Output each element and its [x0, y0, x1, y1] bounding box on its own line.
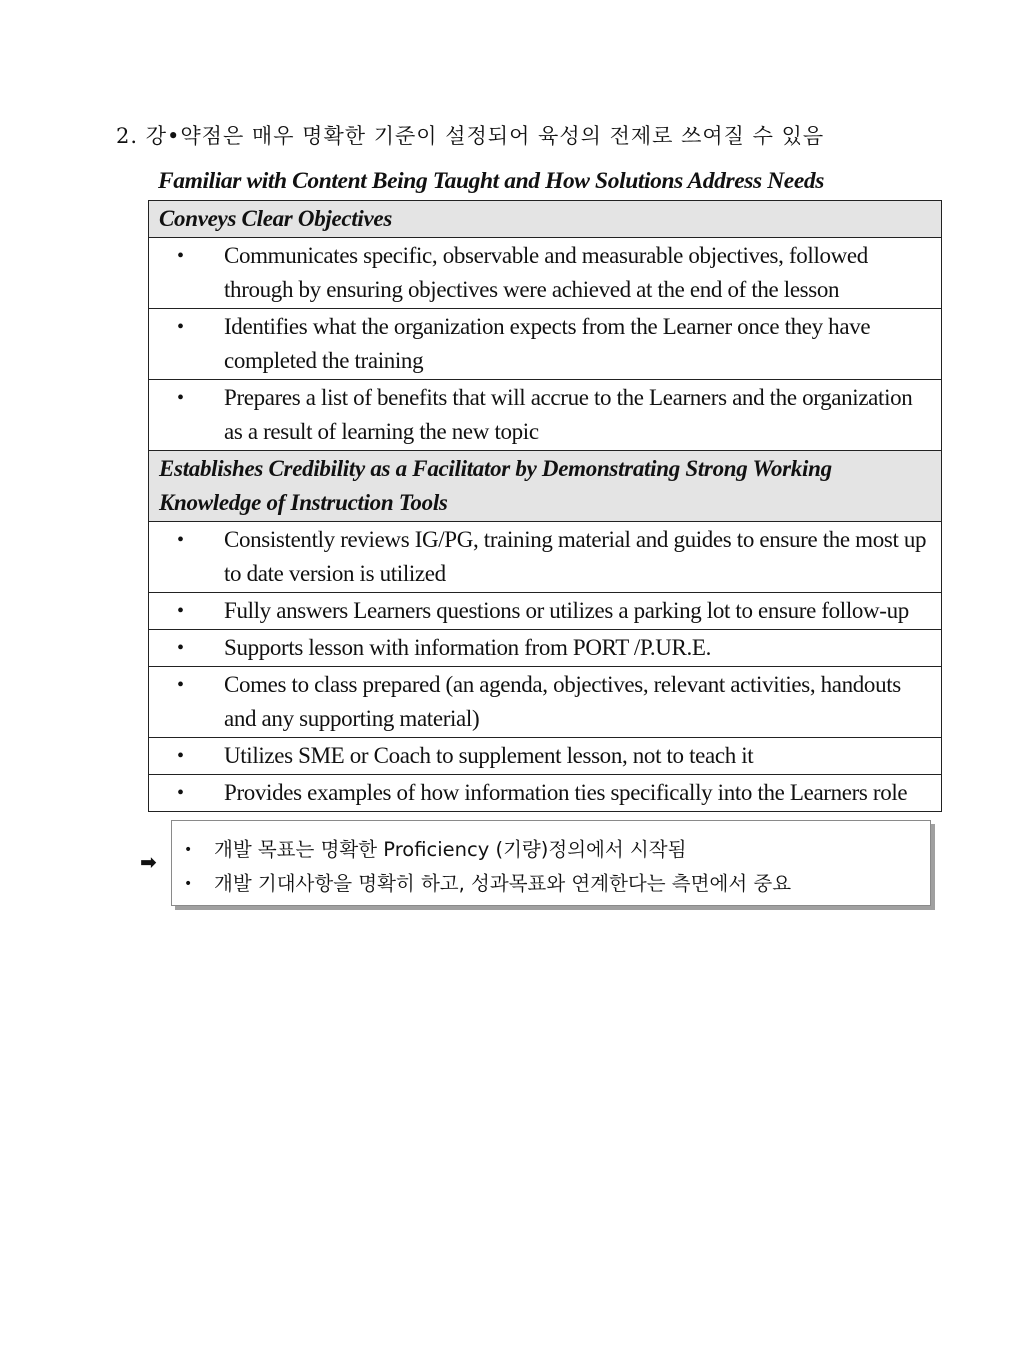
table-row [149, 630, 942, 667]
page-heading: 2. 강•약점은 매우 명확한 기준이 설정되어 육성의 전제로 쓰여질 수 있음 [116, 124, 825, 148]
bullet-icon: • [177, 600, 185, 622]
criterion-text: Provides examples of how information ties specifically into the Learners role [224, 780, 908, 805]
criterion-text: Supports lesson with information from PORT /P.UR.E. [224, 635, 712, 660]
table-row [149, 309, 942, 380]
section-header: Establishes Credibility as a Facilitator by Demonstrating Strong Working Knowledge of Instruction Tools [149, 451, 942, 522]
bullet-icon: • [177, 745, 185, 767]
bullet-icon: • [177, 782, 185, 804]
table-row [149, 380, 942, 451]
bullet-icon: • [177, 245, 185, 267]
criterion-text: Comes to class prepared (an agenda, objectives, relevant activities, handouts and any supporting material) [224, 672, 901, 731]
bullet-icon: • [177, 674, 185, 696]
note-text: 개발 기대사항을 명확히 하고, 성과목표와 연계한다는 측면에서 중요 [214, 872, 792, 895]
criterion-text: Prepares a list of benefits that will accrue to the Learners and the organization as a result of learning the new topic [224, 385, 913, 444]
table-row [149, 593, 942, 630]
criterion-text: Consistently reviews IG/PG, training material and guides to ensure the most up to date version is utilized [224, 527, 927, 586]
table-title: Familiar with Content Being Taught and How Solutions Address Needs [158, 168, 824, 194]
section-header-row [149, 451, 942, 522]
section-header: Conveys Clear Objectives [149, 201, 942, 238]
bullet-icon: • [184, 876, 193, 892]
summary-note-box [171, 820, 931, 906]
table-row [149, 667, 942, 738]
criterion-text: Communicates specific, observable and measurable objectives, followed through by ensuring objectives were achieved at the end of the lesson [224, 243, 868, 302]
bullet-icon: • [184, 842, 193, 858]
bullet-icon: • [177, 637, 185, 659]
criteria-table [148, 200, 942, 812]
summary-list [184, 833, 930, 901]
bullet-icon: • [177, 316, 185, 338]
criterion-text: Utilizes SME or Coach to supplement lesson, not to teach it [224, 743, 754, 768]
table-row [149, 522, 942, 593]
section-header-row [149, 201, 942, 238]
criterion-text: Identifies what the organization expects from the Learner once they have completed the training [224, 314, 871, 373]
bullet-icon: • [177, 387, 185, 409]
list-item [184, 833, 930, 867]
note-text: 개발 목표는 명확한 Proficiency (기량)정의에서 시작됨 [214, 838, 687, 861]
arrow-right-icon: ➡ [140, 850, 157, 874]
table-row [149, 738, 942, 775]
table-row [149, 775, 942, 812]
bullet-icon: • [177, 529, 185, 551]
list-item [184, 867, 930, 901]
criterion-text: Fully answers Learners questions or utilizes a parking lot to ensure follow-up [224, 598, 909, 623]
table-row [149, 238, 942, 309]
